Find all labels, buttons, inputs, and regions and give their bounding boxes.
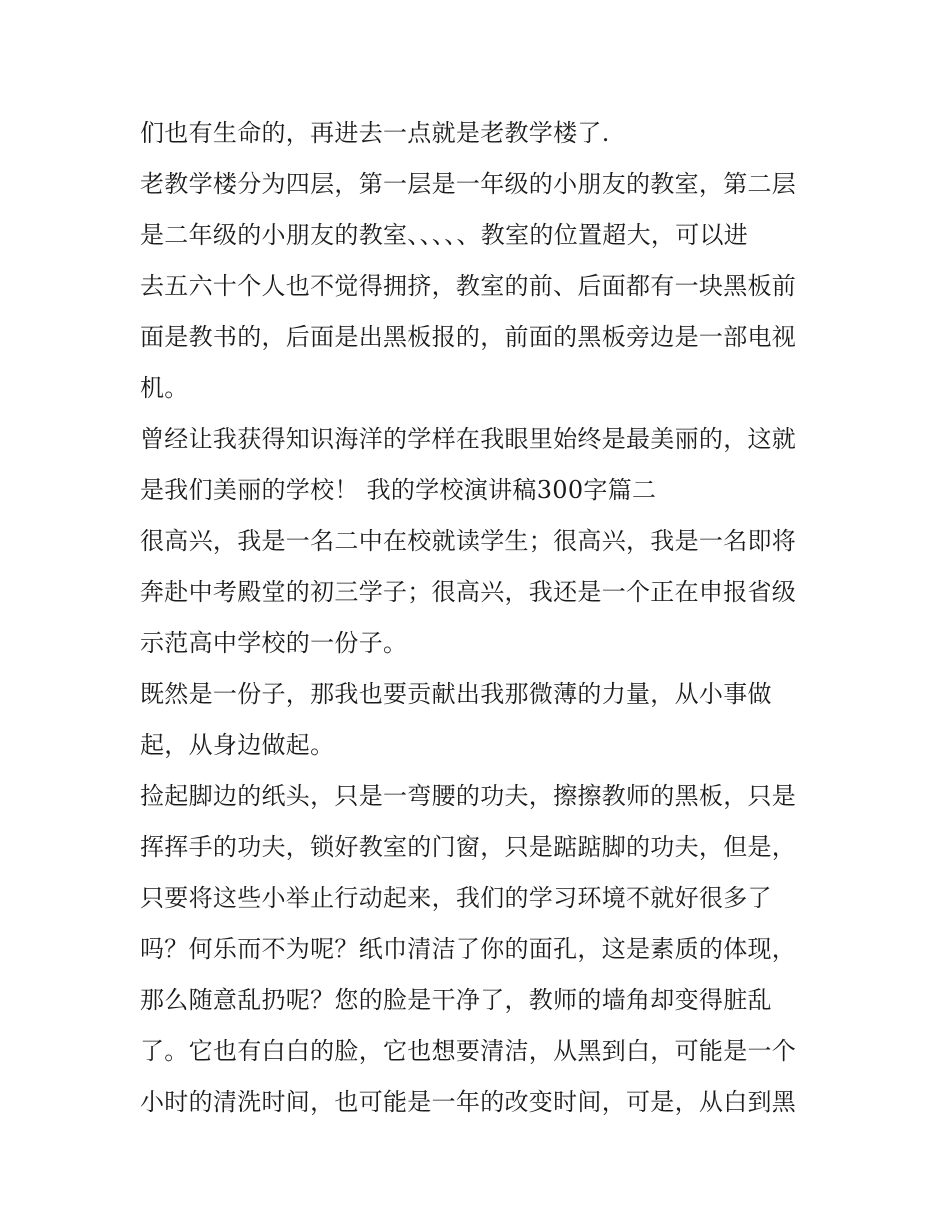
text-line: 吗？何乐而不为呢？纸巾清洁了你的面孔，这是素质的体现，	[140, 935, 797, 963]
text-line: 示范高中学校的一份子。	[140, 629, 408, 657]
text-line: 只要将这些小举止行动起来，我们的学习环境不就好很多了	[140, 884, 772, 912]
text-line: 是二年级的小朋友的教室、、、、、教室的位置超大，可以进	[140, 221, 749, 249]
text-line: 挥挥手的功夫，锁好教室的门窗，只是踮踮脚的功夫，但是，	[140, 833, 797, 861]
text-line: 老教学楼分为四层，第一层是一年级的小朋友的教室，第二层	[140, 170, 797, 198]
text-line: 既然是一份子，那我也要贡献出我那微薄的力量，从小事做	[140, 680, 772, 708]
text-line: 很高兴，我是一名二中在校就读学生；很高兴，我是一名即将	[140, 527, 797, 555]
text-line: 捡起脚边的纸头，只是一弯腰的功夫，擦擦教师的黑板，只是	[140, 782, 797, 810]
text-line: 起，从身边做起。	[140, 731, 335, 759]
text-line: 奔赴中考殿堂的初三学子；很高兴，我还是一个正在申报省级	[140, 578, 797, 606]
text-line: 机。	[140, 374, 189, 402]
text-line: 了。它也有白白的脸，它也想要清洁，从黑到白，可能是一个	[140, 1037, 797, 1065]
text-line: 那么随意乱扔呢？您的脸是干净了，教师的墙角却变得脏乱	[140, 986, 772, 1014]
text-line: 小时的清洗时间，也可能是一年的改变时间，可是，从白到黑	[140, 1088, 797, 1116]
document-body	[140, 108, 820, 1128]
text-line: 们也有生命的，再进去一点就是老教学楼了.	[140, 119, 610, 147]
text-line: 曾经让我获得知识海洋的学样在我眼里始终是最美丽的，这就	[140, 425, 797, 453]
text-line: 面是教书的，后面是出黑板报的，前面的黑板旁边是一部电视	[140, 323, 797, 351]
text-line: 是我们美丽的学校！ 我的学校演讲稿300字篇二	[140, 476, 657, 504]
text-line: 去五六十个人也不觉得拥挤，教室的前、后面都有一块黑板前	[140, 272, 797, 300]
